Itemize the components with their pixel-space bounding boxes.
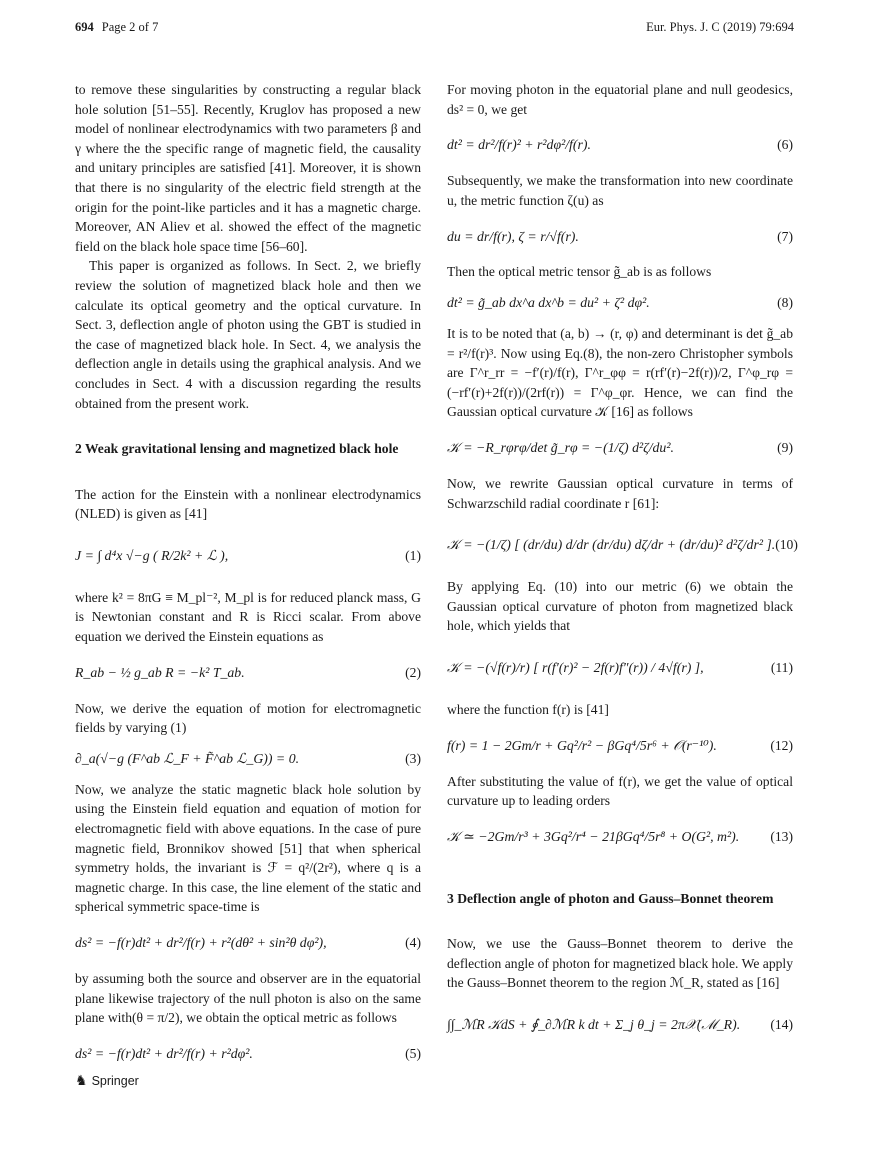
equation: ds² = −f(r)dt² + dr²/f(r) + r²dφ². — [75, 1045, 253, 1061]
paragraph: Then the optical metric tensor g̃_ab is as follows — [447, 264, 712, 280]
equation: ∫∫_ℳR 𝒦dS + ∮_∂ℳR k dt + Σ_j θ_j = 2π𝒳(ℳ_R). — [447, 1017, 741, 1033]
equation: 𝒦 = −R_rφrφ/det g̃_rφ = −(1/ζ) d²ζ/du². — [447, 440, 674, 456]
equation: f(r) = 1 − 2Gm/r + Gq²/r² − βGq⁴/5r⁶ + 𝒪(r⁻¹⁰). — [447, 737, 717, 753]
equation-row — [75, 923, 421, 963]
paragraph: Now, we derive the equation of motion for electromagnetic fields by varying (1) — [75, 700, 421, 736]
equation: 𝒦 = −(√f(r)/r) [ r(f′(r)² − 2f(r)f″(r)) / 4√f(r) ], — [447, 660, 704, 676]
paragraph: where the function f(r) is [41] — [447, 701, 609, 717]
equation: J = ∫ d⁴x √−g ( R/2k² + ℒ ), — [75, 548, 229, 564]
page-header — [75, 20, 794, 40]
springer-horse-icon: ♞ — [75, 1072, 88, 1088]
equation: 𝒦 = −(1/ζ) [ (dr/du) d/dr (dr/du) dζ/dr + (dr/du)² d²ζ/dr² ]. — [447, 537, 776, 553]
equation: du = dr/f(r), ζ = r/√f(r). — [447, 228, 579, 244]
journal-citation: Eur. Phys. J. C (2019) 79:694 — [646, 20, 794, 34]
equation-row — [447, 642, 793, 694]
paragraph: by assuming both the source and observer are in the equatorial plane likewise trajectory of the null photon is also on the same plane with(θ = π/2), we obtain the optical metric as follows — [75, 971, 421, 1026]
paragraph: where k² = 8πG ≡ M_pl⁻², M_pl is for reduced planck mass, G is Newtonian constant and R is Ricci scalar. From above equation we derived the Einstein equations as — [75, 589, 421, 645]
equation-number: (10) — [775, 537, 798, 553]
equation: dt² = g̃_ab dx^a dx^b = du² + ζ² dφ². — [447, 295, 650, 311]
paragraph: The action for the Einstein with a nonlinear electrodynamics (NLED) is given as [41] — [75, 486, 421, 522]
equation-number: (13) — [770, 828, 793, 844]
equation: R_ab − ½ g_ab R = −k² T_ab. — [75, 664, 245, 680]
equation-number: (11) — [770, 660, 793, 676]
left-column — [75, 80, 421, 1080]
equation-number: (2) — [405, 664, 421, 680]
equation-number: (8) — [777, 295, 793, 311]
paragraph: After substituting the value of f(r), we get the value of optical curvature up to leading orders — [447, 773, 793, 809]
equation-row — [447, 519, 798, 571]
paragraph: For moving photon in the equatorial plane and null geodesics, ds² = 0, we get — [447, 82, 793, 117]
equation-number: (14) — [770, 1017, 793, 1033]
equation-number: (9) — [777, 440, 793, 456]
paragraph: Now, we analyze the static magnetic black hole solution by using the Einstein field equation and equation of motion for electromagnetic field with above equations. In the case of pure magnetic field, Bronnikov showed [51] that when spherical symmetry holds, the invariant is ℱ = q²/(2r²), where q is a magnetic charge. In this case, the line element of the static and spherical symmetric space-time is — [75, 781, 421, 915]
header-left — [75, 20, 158, 35]
equation-number: (12) — [770, 737, 793, 753]
equation-row — [447, 216, 793, 256]
equation-row — [447, 428, 793, 468]
paragraph: It is to be noted that (a, b) → (r, φ) and determinant is det g̃_ab = r²/f(r)³. Now using Eq.(8), the non-zero Christopher symbols are Γ^r_rr = −f′(r)/f(r), Γ^r_φφ = r(rf′(r)−2f(r))/2, Γ^φ_rφ = (−rf′(r)+2f(r))/(2rf(r)) = Γ^φ_φr. Hence, we can find the Gaussian optical curvature 𝒦 [16] as follows — [447, 325, 793, 420]
section-heading: 3 Deflection angle of photon and Gauss–Bonnet theorem — [447, 890, 774, 906]
equation-number: (5) — [405, 1045, 421, 1061]
equation: ds² = −f(r)dt² + dr²/f(r) + r²(dθ² + sin²θ dφ²), — [75, 935, 327, 951]
equation-row — [447, 999, 793, 1051]
equation-row — [75, 1034, 421, 1074]
equation-row — [75, 744, 421, 774]
page-footer — [75, 1072, 139, 1089]
equation-number: (4) — [405, 935, 421, 951]
paragraph: This paper is organized as follows. In Sect. 2, we briefly review the solution of magnetized black hole and then we calculate its optical geometry and the optical curvature. In Sect. 3, deflection angle of photon using the GBT is studied in the case of magnetized black hole. In Sect. 4, we analysis the deflection angle in details using the graphical analysis. And we concludes in Sect. 4 with a discussion regarding the results obtained from the present work. — [75, 258, 421, 411]
paragraph: Subsequently, we make the transformation into new coordinate u, the metric function ζ(u) as — [447, 173, 793, 208]
publisher-name: Springer — [91, 1074, 139, 1088]
equation: dt² = dr²/f(r)² + r²dφ²/f(r). — [447, 137, 591, 153]
equation-number: (1) — [405, 548, 421, 564]
paragraph: to remove these singularities by constructing a regular black hole solution [51–55]. Recently, Kruglov has proposed a new model of nonlinear electrodynamics with two parameters β and γ where the the specific range of magnetic field, the causality and unitary principles are satisfied [41]. Moreover, it is shown that there is no singularity of the electric field strength at the origin for the point-like particles and it has a magnetic charge. Moreover, AN Aliev et al. showed the effect of the magnetic field on the black hole space time [56–60]. — [75, 82, 421, 254]
section-heading: 2 Weak gravitational lensing and magnetized black hole — [75, 441, 399, 457]
paragraph: By applying Eq. (10) into our metric (6) we obtain the Gaussian optical curvature of photon from magnetized black hole, which yields that — [447, 579, 793, 634]
equation-row — [447, 817, 793, 857]
equation: 𝒦 ≃ −2Gm/r³ + 3Gq²/r⁴ − 21βGq⁴/5r⁸ + O(G², m²). — [447, 828, 740, 844]
equation-number: (3) — [405, 751, 421, 767]
page-number: 694 — [75, 20, 94, 34]
equation-row — [447, 125, 793, 165]
equation-number: (6) — [777, 137, 793, 153]
paragraph: Now, we use the Gauss–Bonnet theorem to derive the deflection angle of photon for magnetized black hole. We apply the Gauss–Bonnet theorem to the region ℳ_R, stated as [16] — [447, 936, 793, 991]
equation-row — [447, 288, 793, 318]
equation-row — [75, 653, 421, 693]
equation: ∂_a(√−g (F^ab ℒ_F + F̃^ab ℒ_G)) = 0. — [75, 751, 300, 767]
equation-row — [447, 726, 793, 766]
equation-number: (7) — [777, 228, 793, 244]
paragraph: Now, we rewrite Gaussian optical curvature in terms of Schwarzschild radial coordinate r [61]: — [447, 475, 793, 511]
right-column — [447, 80, 798, 1057]
equation-row — [75, 530, 421, 582]
page-count: Page 2 of 7 — [101, 20, 159, 34]
